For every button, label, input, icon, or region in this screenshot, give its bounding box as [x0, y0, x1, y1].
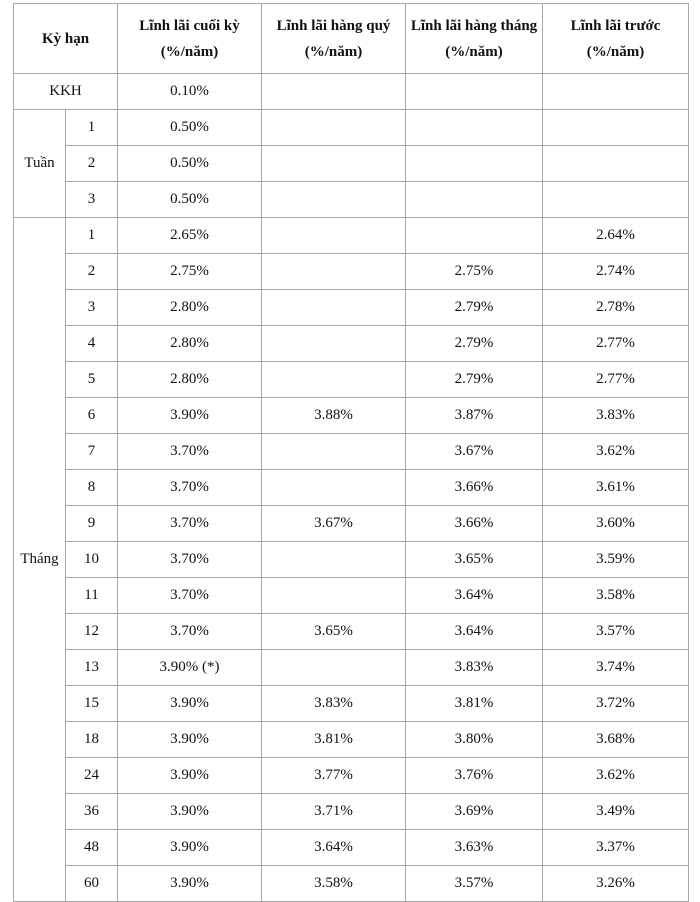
rate-cell-quarterly: 3.65%: [262, 614, 406, 650]
term-cell: 5: [66, 362, 118, 398]
rate-cell-quarterly: 3.81%: [262, 722, 406, 758]
table-row: [14, 758, 689, 794]
header-monthly: Lĩnh lãi hàng tháng (%/năm): [406, 4, 543, 74]
rate-cell-monthly: 3.81%: [406, 686, 543, 722]
rate-cell-monthly: 3.63%: [406, 830, 543, 866]
rate-cell-monthly: 3.83%: [406, 650, 543, 686]
rate-cell-quarterly: 3.67%: [262, 506, 406, 542]
rate-cell-end-of-term: 2.80%: [118, 362, 262, 398]
term-cell: 4: [66, 326, 118, 362]
interest-rate-table: [13, 3, 689, 902]
term-cell: 3: [66, 290, 118, 326]
table-row: [14, 650, 689, 686]
rate-cell-monthly: 2.79%: [406, 326, 543, 362]
term-cell: 18: [66, 722, 118, 758]
term-cell: 2: [66, 254, 118, 290]
table-row: [14, 434, 689, 470]
table-row: [14, 146, 689, 182]
rate-cell-upfront: 3.68%: [543, 722, 689, 758]
rate-cell-upfront: 3.60%: [543, 506, 689, 542]
rate-cell-end-of-term: 2.65%: [118, 218, 262, 254]
term-cell: 10: [66, 542, 118, 578]
table-row: [14, 794, 689, 830]
group-label: Tháng: [14, 218, 66, 902]
term-cell: 36: [66, 794, 118, 830]
rate-cell-end-of-term: 2.75%: [118, 254, 262, 290]
term-cell: 1: [66, 110, 118, 146]
rate-cell-quarterly: [262, 146, 406, 182]
rate-cell-end-of-term: 2.80%: [118, 290, 262, 326]
rate-cell-end-of-term: 3.90%: [118, 794, 262, 830]
rate-cell-upfront: [543, 110, 689, 146]
term-cell: 48: [66, 830, 118, 866]
table-row: [14, 290, 689, 326]
rate-cell-quarterly: 3.71%: [262, 794, 406, 830]
rate-cell-quarterly: 3.83%: [262, 686, 406, 722]
rate-cell-monthly: 3.65%: [406, 542, 543, 578]
rate-cell-end-of-term: 3.70%: [118, 614, 262, 650]
header-end-of-term: Lĩnh lãi cuối kỳ (%/năm): [118, 4, 262, 74]
rate-cell-end-of-term: 3.70%: [118, 578, 262, 614]
term-cell: 24: [66, 758, 118, 794]
kkh-upfront: [543, 74, 689, 110]
table-row: [14, 398, 689, 434]
rate-cell-upfront: 2.77%: [543, 326, 689, 362]
table-row: [14, 542, 689, 578]
rate-cell-monthly: 3.87%: [406, 398, 543, 434]
rate-cell-quarterly: [262, 290, 406, 326]
rate-cell-end-of-term: 3.90%: [118, 830, 262, 866]
term-cell: 9: [66, 506, 118, 542]
rate-cell-quarterly: [262, 578, 406, 614]
rate-cell-upfront: 3.62%: [543, 434, 689, 470]
kkh-monthly: [406, 74, 543, 110]
rate-cell-monthly: [406, 146, 543, 182]
rate-cell-upfront: 3.61%: [543, 470, 689, 506]
rate-cell-monthly: 3.64%: [406, 578, 543, 614]
rate-cell-end-of-term: 0.50%: [118, 182, 262, 218]
rate-cell-quarterly: [262, 110, 406, 146]
rate-cell-upfront: 3.57%: [543, 614, 689, 650]
rate-cell-upfront: 3.58%: [543, 578, 689, 614]
term-cell: 2: [66, 146, 118, 182]
header-upfront: Lĩnh lãi trước (%/năm): [543, 4, 689, 74]
table-body: [14, 74, 689, 902]
rate-cell-upfront: 3.72%: [543, 686, 689, 722]
rate-cell-quarterly: [262, 182, 406, 218]
table-row: [14, 578, 689, 614]
table-row: [14, 326, 689, 362]
rate-cell-monthly: 2.79%: [406, 362, 543, 398]
rate-cell-monthly: 3.64%: [406, 614, 543, 650]
rate-cell-quarterly: 3.77%: [262, 758, 406, 794]
rate-cell-monthly: 3.76%: [406, 758, 543, 794]
rate-cell-end-of-term: 0.50%: [118, 110, 262, 146]
rate-cell-end-of-term: 3.70%: [118, 542, 262, 578]
table-row: [14, 182, 689, 218]
rate-cell-monthly: 2.79%: [406, 290, 543, 326]
rate-cell-end-of-term: 0.50%: [118, 146, 262, 182]
term-cell: 15: [66, 686, 118, 722]
rate-cell-monthly: 3.69%: [406, 794, 543, 830]
rate-cell-quarterly: [262, 470, 406, 506]
group-label: Tuần: [14, 110, 66, 218]
rate-cell-end-of-term: 3.90%: [118, 722, 262, 758]
rate-cell-upfront: 3.26%: [543, 866, 689, 902]
rate-cell-monthly: 3.57%: [406, 866, 543, 902]
rate-cell-monthly: 2.75%: [406, 254, 543, 290]
rate-cell-quarterly: [262, 218, 406, 254]
rate-cell-end-of-term: 3.90%: [118, 398, 262, 434]
rate-cell-quarterly: [262, 434, 406, 470]
term-cell: 7: [66, 434, 118, 470]
kkh-end-of-term: 0.10%: [118, 74, 262, 110]
table-row-kkh: [14, 74, 689, 110]
term-cell: 13: [66, 650, 118, 686]
rate-cell-monthly: 3.80%: [406, 722, 543, 758]
rate-cell-end-of-term: 3.90% (*): [118, 650, 262, 686]
rate-cell-end-of-term: 3.90%: [118, 758, 262, 794]
rate-cell-quarterly: [262, 650, 406, 686]
table-row: [14, 866, 689, 902]
rate-cell-quarterly: 3.64%: [262, 830, 406, 866]
table-row: [14, 362, 689, 398]
rate-cell-upfront: [543, 182, 689, 218]
table-row: [14, 722, 689, 758]
rate-cell-end-of-term: 3.70%: [118, 506, 262, 542]
rate-cell-monthly: 3.66%: [406, 506, 543, 542]
header-term: Kỳ hạn: [14, 4, 118, 74]
rate-cell-monthly: [406, 182, 543, 218]
rate-cell-upfront: 3.49%: [543, 794, 689, 830]
term-cell: 1: [66, 218, 118, 254]
rate-cell-quarterly: [262, 542, 406, 578]
rate-cell-quarterly: [262, 326, 406, 362]
rate-cell-end-of-term: 3.90%: [118, 866, 262, 902]
term-cell: 3: [66, 182, 118, 218]
rate-cell-end-of-term: 3.90%: [118, 686, 262, 722]
rate-cell-upfront: 3.59%: [543, 542, 689, 578]
table-row: [14, 686, 689, 722]
table-row: [14, 506, 689, 542]
kkh-quarterly: [262, 74, 406, 110]
rate-cell-quarterly: 3.58%: [262, 866, 406, 902]
table-row: [14, 830, 689, 866]
table-row: [14, 110, 689, 146]
rate-cell-upfront: 2.77%: [543, 362, 689, 398]
term-cell: 60: [66, 866, 118, 902]
table-row: [14, 470, 689, 506]
term-cell: 11: [66, 578, 118, 614]
term-cell: 6: [66, 398, 118, 434]
rate-cell-monthly: [406, 110, 543, 146]
table-row: [14, 254, 689, 290]
table-row: [14, 614, 689, 650]
rate-cell-quarterly: [262, 362, 406, 398]
rate-cell-upfront: 2.74%: [543, 254, 689, 290]
rate-cell-upfront: 3.83%: [543, 398, 689, 434]
term-cell: 12: [66, 614, 118, 650]
rate-cell-end-of-term: 3.70%: [118, 470, 262, 506]
rate-cell-quarterly: 3.88%: [262, 398, 406, 434]
rate-cell-monthly: 3.66%: [406, 470, 543, 506]
kkh-label: KKH: [14, 74, 118, 110]
rate-cell-end-of-term: 3.70%: [118, 434, 262, 470]
rate-cell-upfront: 2.64%: [543, 218, 689, 254]
rate-cell-quarterly: [262, 254, 406, 290]
table-row: [14, 218, 689, 254]
rate-cell-monthly: [406, 218, 543, 254]
term-cell: 8: [66, 470, 118, 506]
rate-cell-monthly: 3.67%: [406, 434, 543, 470]
rate-cell-end-of-term: 2.80%: [118, 326, 262, 362]
rate-cell-upfront: 3.37%: [543, 830, 689, 866]
header-quarterly: Lĩnh lãi hàng quý (%/năm): [262, 4, 406, 74]
header-row: [14, 4, 689, 74]
rate-cell-upfront: 3.62%: [543, 758, 689, 794]
rate-cell-upfront: [543, 146, 689, 182]
rate-cell-upfront: 2.78%: [543, 290, 689, 326]
rate-cell-upfront: 3.74%: [543, 650, 689, 686]
